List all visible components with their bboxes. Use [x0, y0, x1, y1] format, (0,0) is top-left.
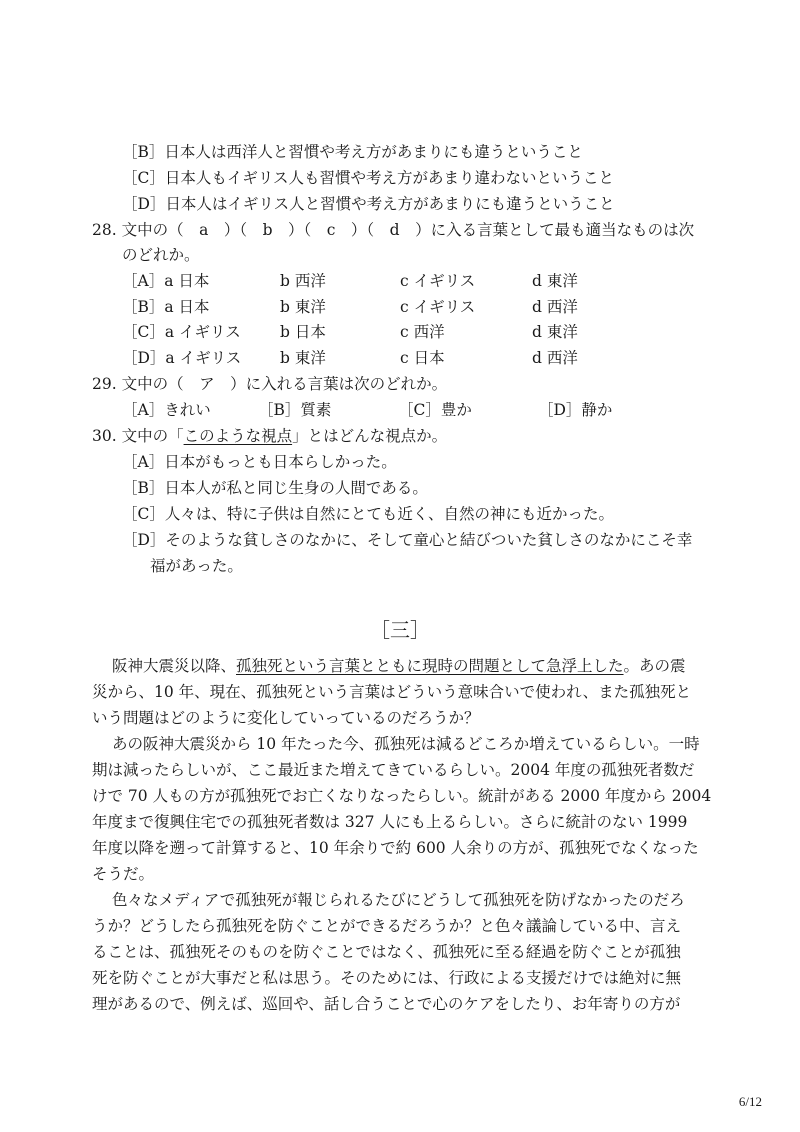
- q29-option-c: ［C］豊か: [398, 401, 472, 419]
- q28-option-c: c イギリス: [400, 272, 476, 290]
- q30-suffix: 」とはどんな視点か。: [292, 427, 448, 445]
- underlined-phrase: 孤独死という言葉とともに現時の問題として急浮上した: [236, 657, 624, 675]
- passage-line: 年度以降を遡って計算すると、10 年余りで約 600 人余りの方が、孤独死でなくなった: [92, 839, 699, 857]
- q30-option-d: ［D］そのような貧しさのなかに、そして童心と結びついた貧しさのなかにこそ幸: [122, 531, 693, 549]
- passage-line: 期は減ったらしいが、ここ最近また増えてきているらしい。2004 年度の孤独死者数だ: [92, 761, 695, 779]
- q28-option-c: c 西洋: [400, 323, 445, 341]
- passage-line: けで 70 人もの方が孤独死でお亡くなりなったらしい。統計がある 2000 年度から 2004: [92, 787, 712, 805]
- q29-option-b: ［B］質素: [258, 401, 332, 419]
- passage-text: 阪神大震災以降、: [112, 657, 237, 675]
- q30-option-b: ［B］日本人が私と同じ生身の人間である。: [122, 479, 428, 497]
- passage-line: 理があるので、例えば、巡回や、話し合うことで心のケアをしたり、お年寄りの方が: [92, 995, 681, 1013]
- q27-option-c: ［C］日本人もイギリス人も習慣や考え方があまり違わないということ: [122, 169, 615, 187]
- q30-question: [92, 426, 447, 446]
- passage-line: うか？どうしたら孤独死を防ぐことができるだろうか？と色々議論している中、言え: [92, 917, 682, 935]
- q27-option-b: ［B］日本人は西洋人と習慣や考え方があまりにも違うということ: [122, 143, 583, 161]
- q29-question: 29. 文中の（ ア ）に入れる言葉は次のどれか。: [92, 375, 448, 393]
- q30-underlined-phrase: このような視点: [183, 427, 293, 445]
- page-number: 6/12: [738, 1094, 762, 1109]
- q28-option-d: d 西洋: [532, 298, 578, 316]
- passage-line: [112, 656, 686, 676]
- q30-option-d-cont: 福があった。: [150, 557, 243, 575]
- q28-option-b: b 日本: [280, 323, 326, 341]
- q28-option-d: d 東洋: [532, 272, 578, 290]
- q30-option-a: ［A］日本がもっとも日本らしかった。: [122, 453, 397, 471]
- passage-line: いう問題はどのように変化していっているのだろうか？: [92, 709, 480, 727]
- passage-line: 色々なメディアで孤独死が報じられるたびにどうして孤独死を防げなかったのだろ: [112, 891, 685, 909]
- q28-option-c: c イギリス: [400, 298, 476, 316]
- passage-line: 死を防ぐことが大事だと私は思う。そのためには、行政による支援だけでは絶対に無: [92, 969, 682, 987]
- q30-option-c: ［C］人々は、特に子供は自然にとても近く、自然の神にも近かった。: [122, 505, 615, 523]
- passage-line: ることは、孤独死そのものを防ぐことではなく、孤独死に至る経過を防ぐことが孤独: [92, 943, 681, 961]
- q28-option-d: d 東洋: [532, 323, 578, 341]
- passage-line: 災から、10 年、現在、孤独死という言葉はどういう意味合いで使われ、また孤独死と: [92, 683, 692, 701]
- q30-prefix: 30. 文中の「: [92, 427, 184, 445]
- q28-question-cont: のどれか。: [122, 246, 200, 264]
- q28-option-label: ［A］a 日本: [122, 272, 210, 290]
- q28-question: 28. 文中の（ a ）（ b ）（ c ）（ d ）に入る言葉として最も適当なものは次: [92, 221, 695, 239]
- q28-option-b: b 東洋: [280, 298, 326, 316]
- passage-line: あの阪神大震災から 10 年たった今、孤独死は減るどころか増えているらしい。一時: [112, 735, 700, 753]
- q29-option-d: ［D］静か: [538, 401, 613, 419]
- passage-line: そうだ。: [92, 865, 155, 883]
- passage-text: 。あの震: [623, 657, 686, 675]
- q27-option-d: ［D］日本人はイギリス人と習慣や考え方があまりにも違うということ: [122, 195, 615, 213]
- q28-option-label: ［B］a 日本: [122, 298, 210, 316]
- section-heading: ［三］: [370, 618, 430, 642]
- q28-option-label: ［C］a イギリス: [122, 323, 241, 341]
- q28-option-c: c 日本: [400, 349, 445, 367]
- q28-option-b: b 東洋: [280, 349, 326, 367]
- q28-option-b: b 西洋: [280, 272, 326, 290]
- q28-option-d: d 西洋: [532, 349, 578, 367]
- passage-line: 年度まで復興住宅での孤独死者数は 327 人にも上るらしい。さらに統計のない 1999: [92, 813, 688, 831]
- q28-option-label: ［D］a イギリス: [122, 349, 242, 367]
- q29-option-a: ［A］きれい: [122, 401, 211, 419]
